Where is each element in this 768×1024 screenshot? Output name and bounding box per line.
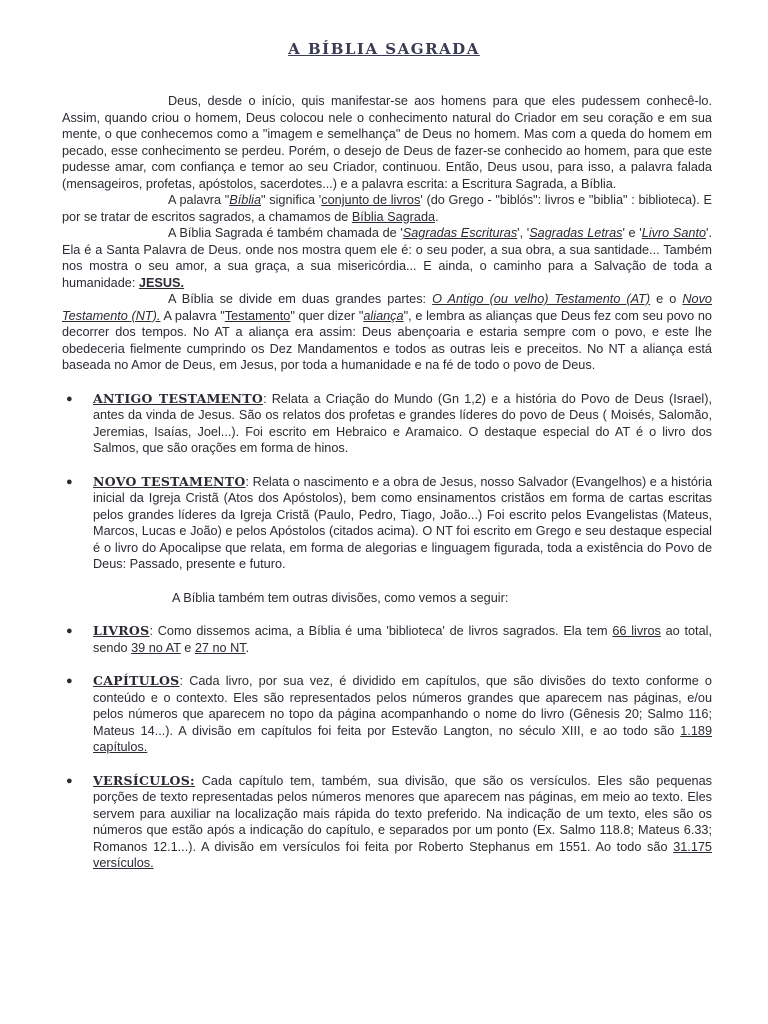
- list-item-livros: ● LIVROS: Como dissemos acima, a Bíblia é uma 'biblioteca' de livros sagrados. Ela tem 66 livros ao total, sendo 39 no AT e 27 no NT.: [62, 623, 712, 656]
- bullet-icon: ●: [66, 475, 73, 488]
- section-heading: NOVO TESTAMENTO: [93, 473, 246, 489]
- section-heading: LIVROS: [93, 623, 150, 638]
- bullet-icon: ●: [66, 392, 73, 405]
- bullet-icon: ●: [66, 625, 73, 637]
- paragraph-divisions: A Bíblia se divide em duas grandes partes: O Antigo (ou velho) Testamento (AT) e o Novo Testamento (NT). A palavra "Testamento" quer dizer "aliança", e lembra as alianças que Deus fez com seu povo no decorrer dos tempos. No AT a aliança era assim: Deus abençoaria e estaria sempre com o povo, e este lhe obedeceria fielmente cumprindo os Dez Mandamentos e todos as outras leis e preceitos. No NT a aliança está baseada no Amor de Deus, em Jesus, por toda a humanidade e na fé de todo o povo de Deus.: [62, 292, 712, 372]
- bullet-icon: ●: [66, 675, 73, 687]
- section-heading: ANTIGO TESTAMENTO: [93, 390, 264, 406]
- list-item-antigo-testamento: ● ANTIGO TESTAMENTO: Relata a Criação do Mundo (Gn 1,2) e a história do Povo de Deus (Israel), antes da vinda de Jesus. São os relatos dos profetas e grandes líderes do povo de Deus ( Moisés, Salomão, Jeremias, Isaías, Joel...). Foi escrito em Hebraico e Aramaico. O destaque especial do AT é o livro dos Salmos, que são orações em forma de hinos.: [62, 391, 712, 457]
- list-item-versiculos: ● VERSÍCULOS: Cada capítulo tem, também, sua divisão, que são os versículos. Eles são pequenas porções de texto representadas pelos números menores que aparecem nas páginas, em meio ao texto. Eles servem para auxiliar na localização mais rápida do texto preferido. Na indicação de um texto, eles são os números que estão após a indicação do capítulo, e separados por um ponto (Ex. Salmo 118.8; Mateus 6.33; Romanos 12.1...). A divisão em versículos foi feita por Roberto Stephanus em 1551. Ao todo são 31.175 versículos.: [62, 773, 712, 872]
- document-title: A BÍBLIA SAGRADA: [288, 40, 480, 58]
- paragraph-intro: Deus, desde o início, quis manifestar-se aos homens para que eles pudessem conhecê-lo. Assim, quando criou o homem, Deus colocou nele o conhecimento natural do Criador em seu coração e em sua mente, o que conhecemos como a "imagem e semelhança" de Deus no homem. Mas com a queda do homem em pecado, esse conhecimento se perdeu. Porém, o desejo de Deus de fazer-se conhecido ao homem, para que este pudesse amar, com confiança e temor ao seu Criador, continuou. Então, Deus usou, para isso, a palavra falada (mensageiros, profetas, apóstolos, sacerdotes...) e a palavra escrita: a Escritura Sagrada, a Bíblia.: [62, 94, 712, 191]
- paragraph-biblia-meaning: A palavra "Bíblia" significa 'conjunto de livros' (do Grego - "biblós": livros e "biblia" : biblioteca). E por se tratar de escritos sagrados, a chamamos de Bíblia Sagrada.: [62, 193, 712, 224]
- section-heading: CAPÍTULOS: [93, 673, 180, 688]
- section-heading: VERSÍCULOS:: [93, 772, 195, 788]
- list-item-novo-testamento: ● NOVO TESTAMENTO: Relata o nascimento e a obra de Jesus, nosso Salvador (Evangelhos) e a história inicial da Igreja Cristã (Atos dos Apóstolos), bem como ensinamentos cristãos em forma de cartas escritas pelos grandes líderes da Igreja Cristã (Paulo, Pedro, Tiago, João...) Foi escrito pelos Evangelistas (Mateus, Marcos, Lucas e João) e pelos Apóstolos (citados acima). O NT foi escrito em Grego e seu destaque especial é o livro do Apocalipse que relata, em forma de alegorias e linguagem figurada, toda a existência do Povo de Deus: Passado, presente e futuro.: [62, 474, 712, 573]
- paragraph-other-names: A Bíblia Sagrada é também chamada de 'Sagradas Escrituras', 'Sagradas Letras' e 'Livro Santo'. Ela é a Santa Palavra de Deus. onde nos mostra quem ele é: o seu poder, a sua obra, a sua santidade... Também nos mostra o seu amor, a sua graça, a sua misericórdia... E ainda, o caminho para a Salvação de toda a humanidade: JESUS.: [62, 226, 712, 290]
- document-body: [62, 93, 712, 872]
- bullet-icon: ●: [66, 774, 73, 787]
- paragraph-other-divisions: A Bíblia também tem outras divisões, como vemos a seguir:: [172, 590, 509, 605]
- list-item-capitulos: ● CAPÍTULOS: Cada livro, por sua vez, é dividido em capítulos, que são divisões do texto conforme o conteúdo e o contexto. Eles são representados pelos números grandes que aparecem nas páginas, e/ou pelos números que aparecem no topo da página acompanhando o nome do livro (Gênesis 20; Salmo 116; Mateus 14...). A divisão em capítulos foi feita por Estevão Langton, no século XIII, e ao todo são 1.189 capítulos.: [62, 673, 712, 756]
